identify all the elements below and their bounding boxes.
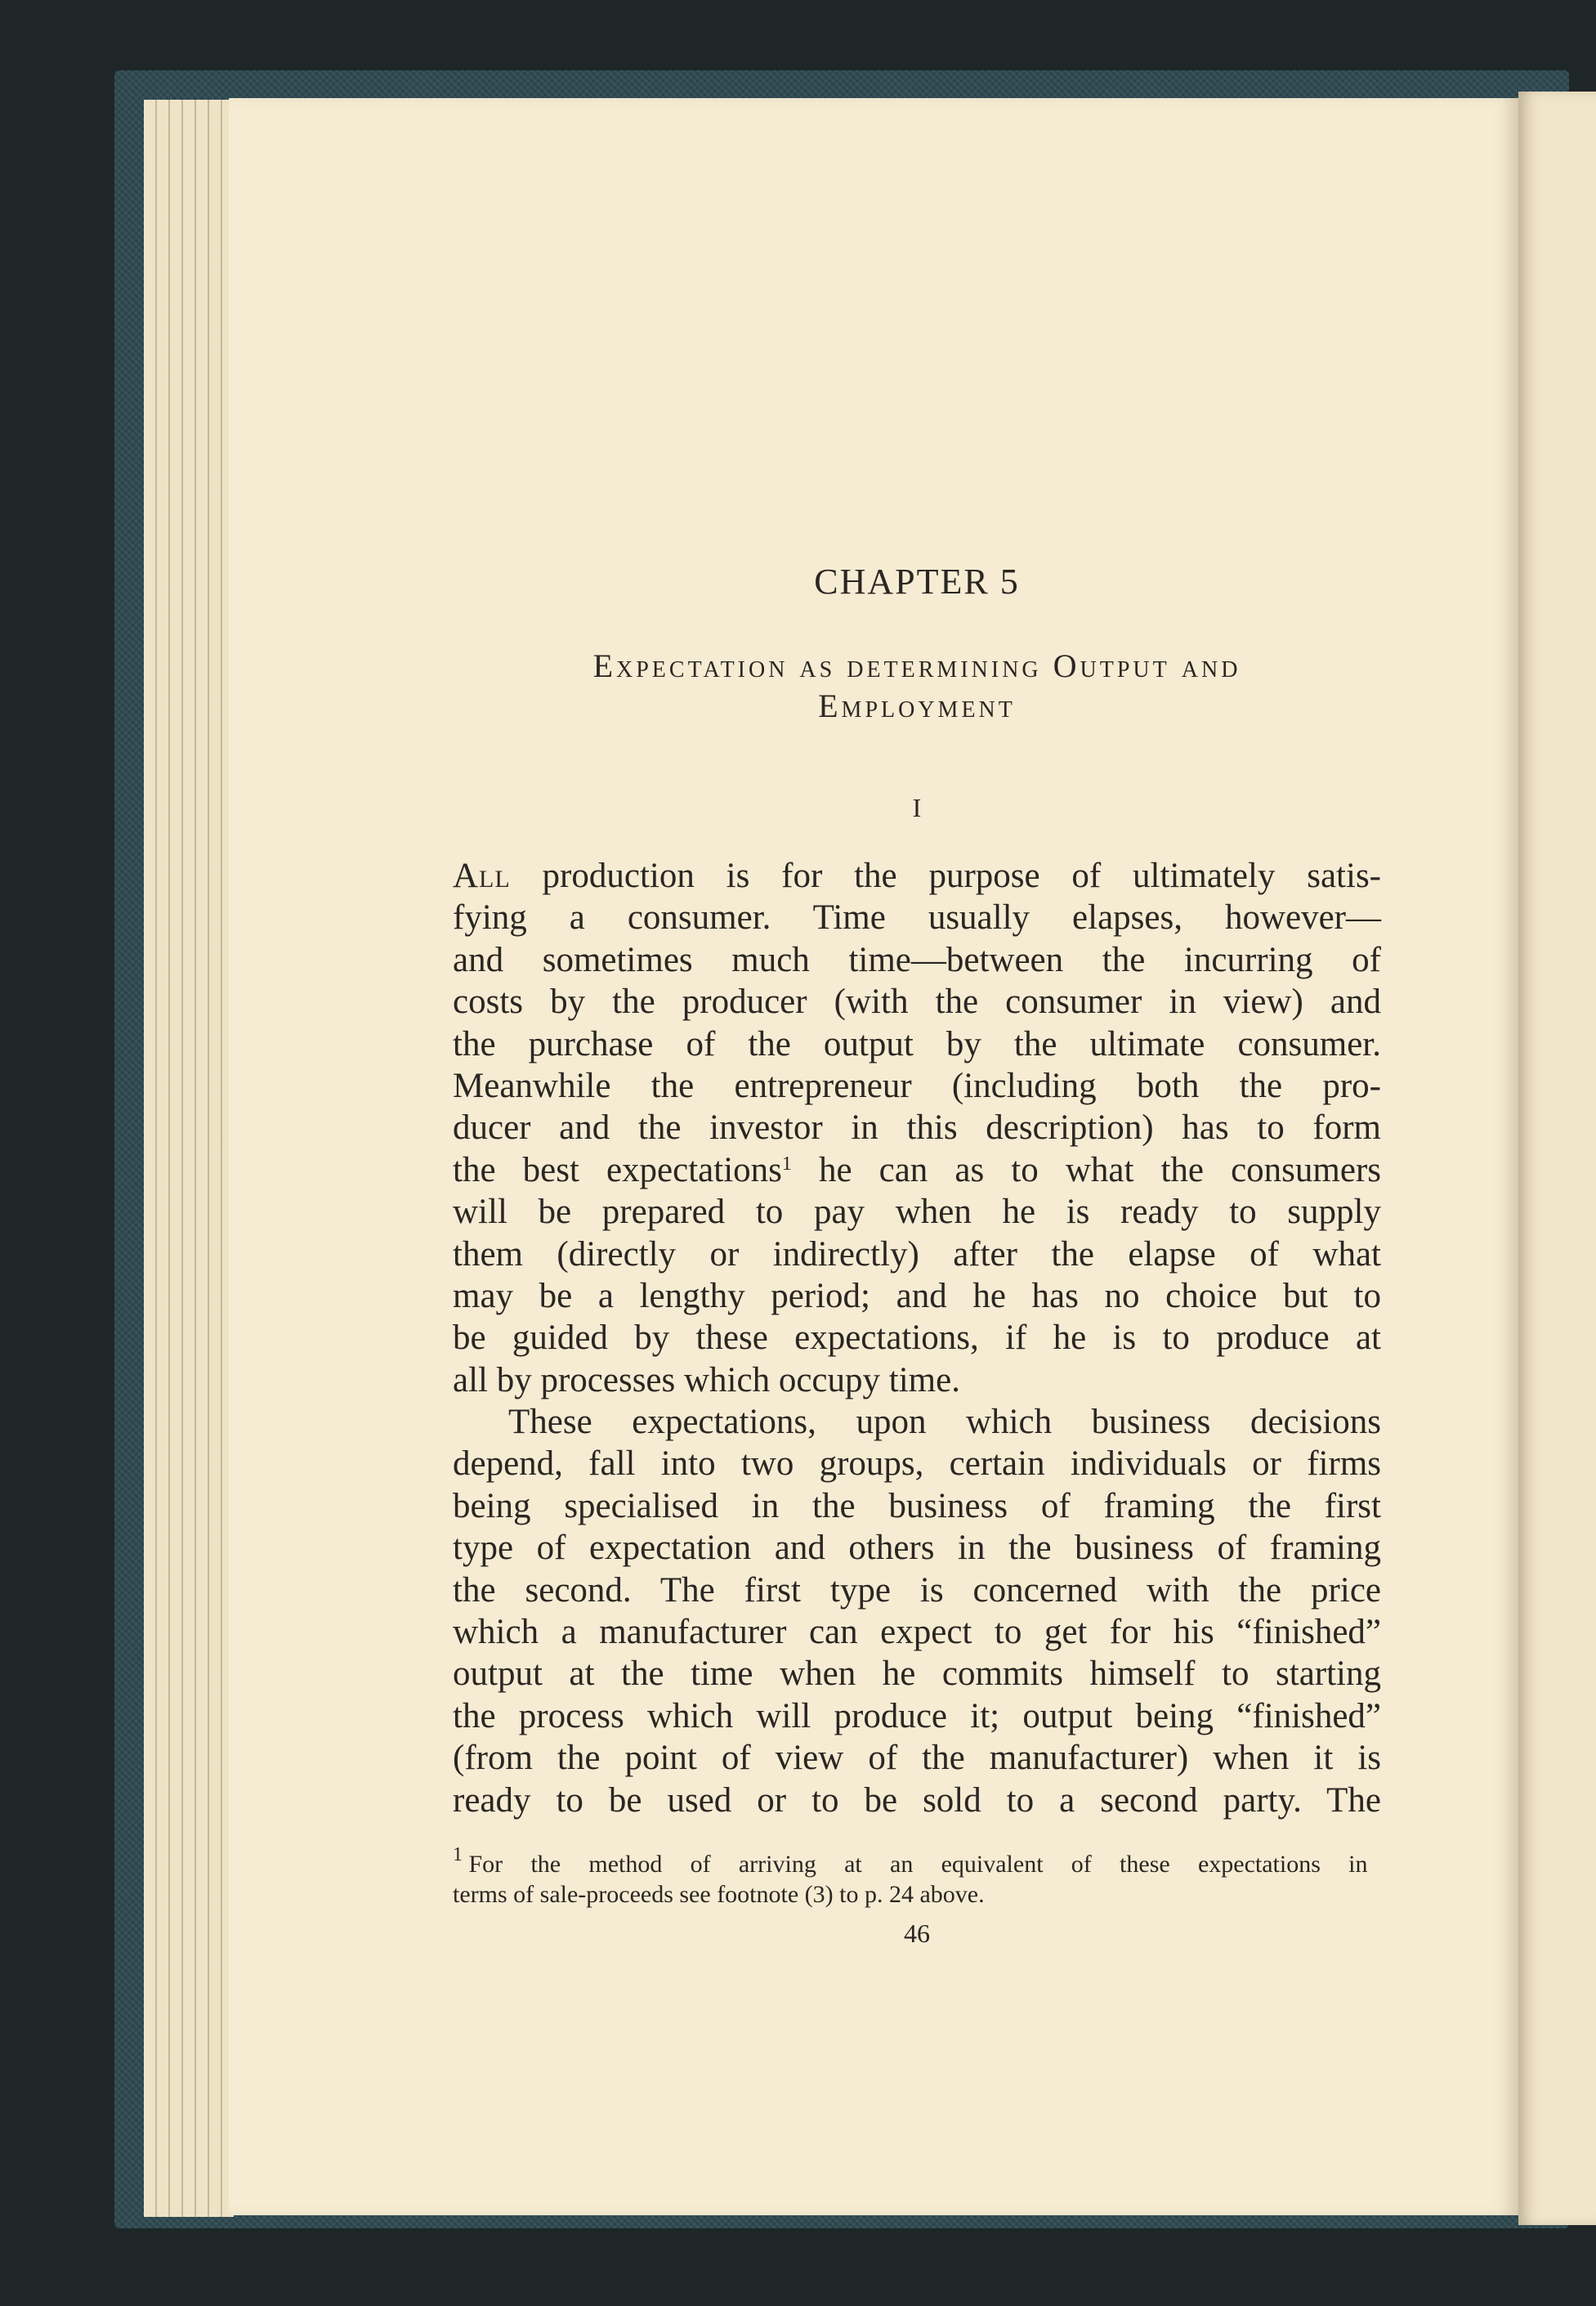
text-line	[453, 1234, 1381, 1275]
footnote-marker: 1	[453, 1844, 463, 1865]
text-line	[453, 1780, 1381, 1821]
text-line	[453, 1359, 1381, 1401]
line-text: them (directly or indirectly) after the elapse of what	[453, 1234, 1381, 1274]
text-line	[453, 897, 1381, 938]
text-line	[453, 1191, 1381, 1233]
line-text: These expectations, upon which business decisions	[508, 1403, 1381, 1442]
line-text: costs by the producer (with the consumer in view) and	[453, 983, 1381, 1022]
line-text: be guided by these expectations, if he is to produce at	[453, 1319, 1381, 1358]
text-line	[453, 1401, 1381, 1443]
line-text: the second. The first type is concerned with the price	[453, 1570, 1381, 1610]
text-line	[453, 855, 1381, 897]
line-text: fying a consumer. Time usually elapses, however—	[453, 898, 1381, 938]
line-text: depend, fall into two groups, certain individuals or firms	[453, 1444, 1381, 1484]
chapter-title-line: Employment	[818, 687, 1016, 724]
line-text: all by processes which occupy time.	[453, 1360, 960, 1399]
footnote-line: terms of sale-proceeds see footnote (3) to p. 24 above.	[453, 1881, 985, 1908]
line-text: (from the point of view of the manufacturer) when it is	[453, 1739, 1381, 1778]
body-text	[453, 855, 1381, 1821]
text-line	[453, 1653, 1381, 1695]
line-text: will be prepared to pay when he is ready to supply	[453, 1193, 1381, 1232]
text-line	[453, 1695, 1381, 1737]
footnote-reference: 1	[781, 1153, 792, 1175]
line-text: production is for the purpose of ultimately satis-	[510, 857, 1381, 895]
chapter-heading: CHAPTER 5	[814, 562, 1020, 602]
text-line	[453, 1569, 1381, 1611]
line-text: which a manufacturer can expect to get for his “finished”	[453, 1613, 1381, 1652]
text-line	[453, 1317, 1381, 1359]
footnote-line	[453, 1844, 1381, 1879]
line-text: Meanwhile the entrepreneur (including both the pro-	[453, 1066, 1381, 1105]
text-line	[453, 1149, 1381, 1191]
text-line	[453, 981, 1381, 1023]
drop-word: All	[453, 857, 511, 895]
line-text: and sometimes much time—between the incurring of	[453, 940, 1381, 979]
line-text: he can as to what the consumers	[791, 1150, 1382, 1189]
facing-page-edge	[1518, 92, 1596, 2225]
text-line	[453, 1065, 1381, 1107]
line-text: ready to be used or to be sold to a second party. The	[453, 1780, 1381, 1820]
line-text: the best expectations	[453, 1150, 782, 1189]
chapter-title-line: Expectation as determining Output and	[592, 647, 1241, 684]
text-line	[453, 1443, 1381, 1484]
footnote-text: For the method of arriving at an equivalent of these expectations in	[468, 1851, 1368, 1878]
page-number: 46	[904, 1919, 930, 1948]
line-text: output at the time when he commits himself to starting	[453, 1654, 1381, 1694]
text-line	[453, 1023, 1381, 1065]
line-text: the process which will produce it; output being “finished”	[453, 1696, 1381, 1735]
line-text: type of expectation and others in the business of framing	[453, 1529, 1381, 1568]
page-edges	[144, 100, 234, 2217]
section-number: I	[912, 793, 922, 822]
text-line	[453, 939, 1381, 981]
line-text: may be a lengthy period; and he has no choice but to	[453, 1276, 1381, 1315]
line-text: being specialised in the business of framing the first	[453, 1486, 1381, 1525]
text-line	[453, 1275, 1381, 1317]
text-line	[453, 1485, 1381, 1527]
text-line	[453, 1527, 1381, 1569]
line-text: the purchase of the output by the ultimate consumer.	[453, 1024, 1381, 1063]
text-line	[453, 1737, 1381, 1779]
text-line	[453, 1611, 1381, 1653]
line-text: ducer and the investor in this description) has to form	[453, 1108, 1381, 1148]
text-line	[453, 1107, 1381, 1149]
